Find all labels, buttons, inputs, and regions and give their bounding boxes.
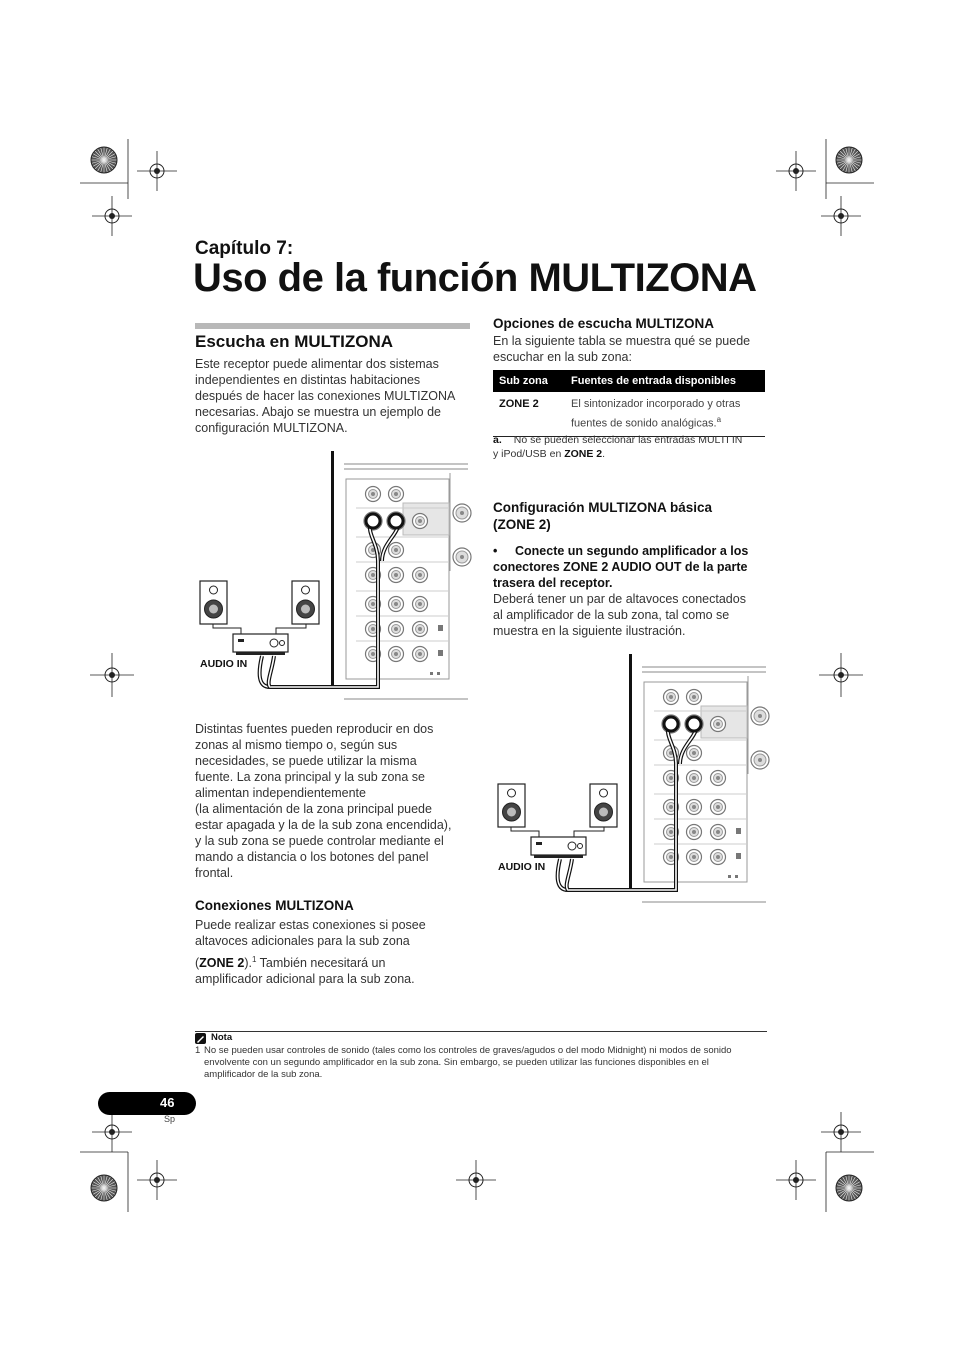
body-line: necesidades, se puede utilizar la misma — [195, 754, 417, 768]
table-cell-zone: ZONE 2 — [499, 398, 539, 410]
speaker-wire — [511, 827, 539, 837]
rca-jack — [716, 722, 720, 726]
intro-line: después de hacer las conexiones MULTIZONA — [195, 389, 456, 403]
notes-block — [195, 1032, 767, 1081]
rca-jack — [692, 751, 696, 755]
page-title: Uso de la función MULTIZONA — [193, 256, 757, 300]
conn-line: altavoces adicionales para la sub zona — [195, 934, 410, 948]
rca-jack — [692, 805, 696, 809]
body-line: y la sub zona se puede controlar mediante el — [195, 834, 444, 848]
body-line: frontal. — [195, 866, 234, 880]
panel-screw — [728, 875, 731, 878]
options-title: Opciones de escucha MULTIZONA — [493, 316, 715, 331]
rca-plug — [687, 717, 701, 731]
basic-setup-title: Configuración MULTIZONA básica (ZONE 2) — [493, 500, 713, 532]
rca-jack — [669, 855, 673, 859]
zone-2-text: ZONE 2 — [199, 956, 245, 971]
rca-jack — [758, 758, 762, 762]
intro-line: configuración MULTIZONA. — [195, 421, 348, 435]
rca-plug — [664, 717, 678, 731]
body-line: Distintas fuentes pueden reproducir en dos — [195, 722, 434, 736]
note-line: No se pueden usar controles de sonido (tales como los controles de graves/agudos o del modo Midnight) ni modos de sonido — [204, 1045, 732, 1056]
speaker-woofer — [507, 808, 516, 817]
body-line: estar apagada y la de la sub zona encendida), — [195, 818, 452, 832]
note-title: Nota — [211, 1032, 233, 1043]
language-code: Sp — [164, 1114, 176, 1124]
connections-title: Conexiones MULTIZONA — [195, 898, 354, 913]
body-line: fuente. La zona principal y la sub zona se — [195, 770, 426, 784]
intro-line: Este receptor puede alimentar dos sistemas — [195, 357, 439, 371]
speaker-woofer — [599, 808, 608, 817]
table-cell-sources: El sintonizador incorporado y otras fuentes de sonido analógicas.$^a$ — [571, 398, 741, 430]
rca-jack — [669, 805, 673, 809]
intro-line: necesarias. Abajo se muestra un ejemplo de — [195, 405, 441, 419]
basic-body: Deberá tener un par de altavoces conectados al amplificador de la sub zona, tal como se muestra en la siguiente ilustración. — [493, 592, 746, 638]
page-number: 46 — [160, 1095, 175, 1110]
body-line: zonas al mismo tiempo o, según sus — [195, 738, 398, 752]
intro-line: independientes en distintas habitaciones — [195, 373, 421, 387]
rca-jack — [692, 776, 696, 780]
rca-jack — [669, 776, 673, 780]
options-line: En la siguiente tabla se muestra qué se puede — [493, 334, 751, 348]
conn-line: Puede realizar estas conexiones si posee — [195, 918, 426, 932]
body-line: mando a distancia o los botones del panel — [195, 850, 429, 864]
body-line: alimentan independientemente — [195, 786, 366, 800]
rca-jack — [692, 695, 696, 699]
amplifier-display — [536, 842, 542, 845]
table-footnote: a. No se pueden seleccionar las entradas MULTI IN y iPod/USB en ZONE 2. — [493, 434, 743, 460]
table-header: Fuentes de entrada disponibles — [565, 370, 765, 392]
instruction-bullet: • Conecte un segundo amplificador a los conectores ZONE 2 AUDIO OUT de la parte trasera del receptor. — [493, 544, 749, 590]
options-line: escuchar en la sub zona: — [493, 350, 632, 364]
receiver-edge — [629, 654, 632, 892]
rca-jack — [716, 830, 720, 834]
audio-in-label: AUDIO IN — [200, 658, 248, 670]
panel-screw — [735, 875, 738, 878]
rca-jack — [692, 855, 696, 859]
section-title: Escucha en MULTIZONA — [195, 332, 394, 351]
table-header: Sub zona — [493, 370, 565, 392]
body-line: (la alimentación de la zona principal puede — [195, 802, 432, 816]
note-line: amplificador de la sub zona. — [204, 1069, 323, 1080]
page-number-tab — [98, 1092, 196, 1115]
rca-jack — [692, 830, 696, 834]
rca-jack — [716, 805, 720, 809]
note-number: 1 — [195, 1045, 201, 1056]
panel-switch — [736, 828, 741, 834]
rca-jack — [716, 776, 720, 780]
note-line: envolvente con un segundo amplificador en la sub zona. Sin embargo, se pueden utilizar las funciones disponibles en el — [204, 1057, 709, 1068]
conn-line: (ZONE 2).$^1$ También necesitará un — [195, 955, 386, 971]
rca-jack — [716, 855, 720, 859]
chapter-label: Capítulo 7: — [195, 238, 294, 259]
footnote-ref[interactable]: 1 — [251, 955, 257, 964]
rca-jack — [669, 695, 673, 699]
panel-switch — [736, 853, 741, 859]
speaker-wire — [574, 827, 604, 837]
note-icon — [195, 1033, 206, 1044]
rca-jack — [758, 714, 762, 718]
conn-line: amplificador adicional para la sub zona. — [195, 972, 415, 987]
audio-in-label-right: AUDIO IN — [498, 861, 546, 873]
rca-jack — [669, 830, 673, 834]
amplifier-base — [534, 855, 583, 858]
